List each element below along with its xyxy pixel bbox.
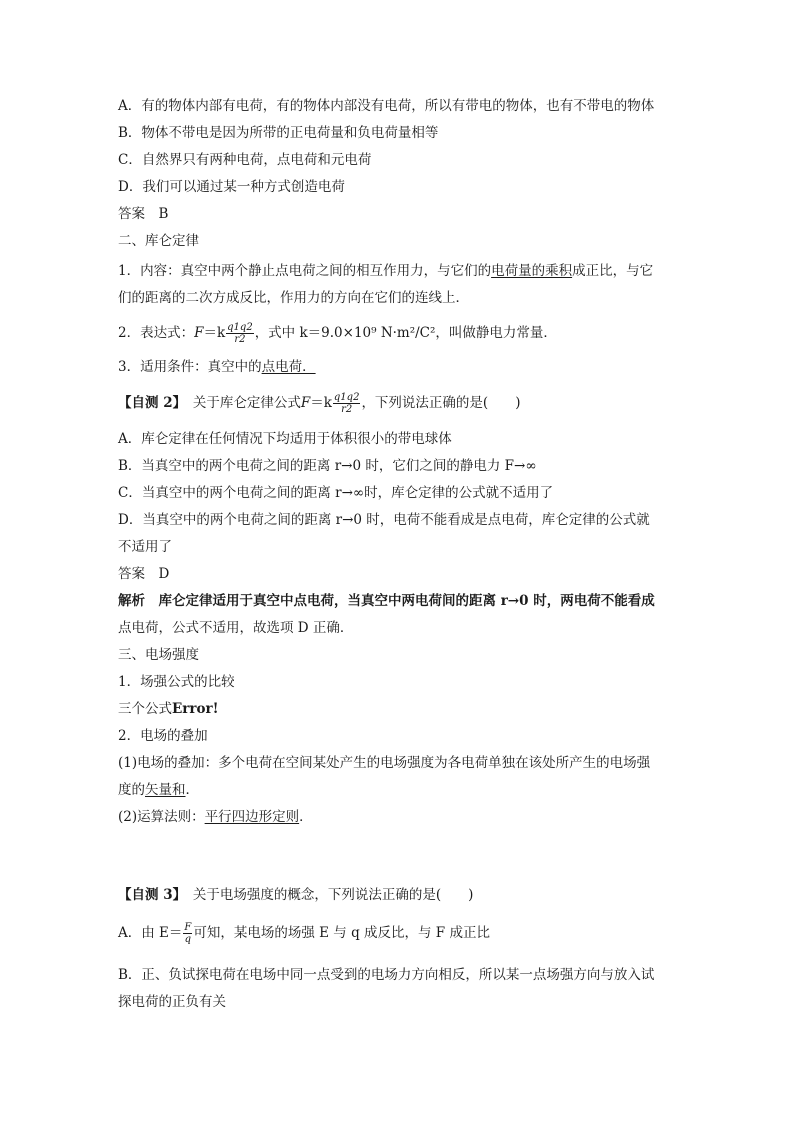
section-3-heading: 三、电场强度 [118, 647, 199, 663]
s3-item1: 1．场强公式的比较 [118, 674, 235, 690]
q2-option-d-line1: D．当真空中的两个电荷之间的距离 r→0 时，电荷不能看成是点电荷，库仑定律的公式就 [118, 512, 650, 528]
s3-item1-sub [118, 700, 219, 718]
section-2-heading: 二、库仑定律 [118, 233, 199, 249]
q2-stem-pre: 关于库仑定律公式 [179, 395, 301, 411]
q2-option-c: C．当真空中的两个电荷之间的距离 r→∞时，库仑定律的公式就不适用了 [118, 485, 554, 501]
q1-option-a: A．有的物体内部有电荷，有的物体内部没有电荷，所以有带电的物体，也有不带电的物体 [118, 98, 655, 114]
expr-label: 2．表达式： [118, 325, 195, 341]
s3-sup-line2-pre: 度的 [118, 782, 145, 798]
q3-stem [118, 886, 473, 904]
q2-explanation-line2: 点电荷，公式不适用，故选项 D 正确． [118, 620, 354, 636]
q3-fraction [183, 922, 192, 945]
s3-rule-pre: (2)运算法则： [118, 809, 205, 825]
q3-option-a-pre: A．由 E＝ [118, 925, 183, 941]
condition-pre: 3．适用条件：真空中的 [118, 359, 262, 375]
s3-superposition-line1: (1)电场的叠加：多个电荷在空间某处产生的电场强度为各电荷单独在该处所产生的电场强 [118, 755, 651, 771]
q2-eq-k: ＝k [310, 395, 332, 411]
q2-answer: 答案 D [118, 566, 170, 582]
s3-sup-line2-post: ． [185, 782, 199, 798]
q1-option-c: C．自然界只有两种电荷，点电荷和元电荷 [118, 152, 372, 168]
q2-option-d-line2: 不适用了 [118, 539, 172, 555]
q3-option-a [118, 922, 490, 945]
q3-option-b-line2: 探电荷的正负有关 [118, 994, 226, 1010]
q1-option-b: B．物体不带电是因为所带的正电荷量和负电荷量相等 [118, 125, 439, 141]
q1-answer: 答案 B [118, 206, 169, 222]
coulomb-expression [118, 322, 557, 345]
q3-stem-text: 关于电场强度的概念，下列说法正确的是( ) [179, 887, 474, 903]
s3-rule [118, 808, 313, 826]
s3-rule-post: ． [299, 809, 313, 825]
q3-option-a-post: 可知，某电场的场强 E 与 q 成反比，与 F 成正比 [193, 925, 490, 941]
s3-item2: 2．电场的叠加 [118, 728, 208, 744]
q2-stem-post: ，下列说法正确的是( ) [361, 395, 521, 411]
expr-post: ，式中 k＝9.0×10⁹ N·m²/C²，叫做静电力常量． [254, 325, 557, 341]
q1-option-d: D．我们可以通过某一种方式创造电荷 [118, 179, 345, 195]
q2-explanation-line1: 解析 库仑定律适用于真空中点电荷，当真空中两电荷间的距离 r→0 时，两电荷不能看成 [118, 593, 655, 609]
s3-sup-line2-underline: 矢量和 [145, 782, 186, 798]
coulomb-content-line2: 们的距离的二次方成反比，作用力的方向在它们的连线上． [118, 290, 469, 306]
q3-tag: 【自测 3】 [118, 887, 180, 903]
s3-superposition-line2 [118, 781, 199, 799]
condition-underline: 点电荷． [261, 359, 316, 375]
q2-option-a: A．库仑定律在任何情况下均适用于体积很小的带电球体 [118, 431, 452, 447]
expr-f: F [194, 325, 204, 341]
expr-numerator: q1q2 [227, 322, 253, 333]
s3-rule-underline: 平行四边形定则 [204, 809, 300, 825]
coulomb-content-underline: 电荷量的乘积 [491, 263, 573, 279]
q2-stem [118, 392, 520, 415]
q2-f: F [300, 395, 311, 411]
q2-numerator: q1q2 [333, 392, 360, 403]
s3-item1-sub-pre: 三个公式 [118, 701, 172, 717]
coulomb-content-post: 成正比，与它 [572, 263, 654, 279]
q3-numerator: F [184, 922, 192, 933]
expr-eq-k: ＝k [203, 325, 226, 341]
q3-option-b-line1: B．正、负试探电荷在电场中同一点受到的电场力方向相反，所以某一点场强方向与放入试 [118, 967, 655, 983]
q2-option-b: B．当真空中的两个电荷之间的距离 r→0 时，它们之间的静电力 F→∞ [118, 458, 537, 474]
coulomb-content-pre: 1．内容：真空中两个静止点电荷之间的相互作用力，与它们的 [118, 263, 492, 279]
q2-fraction [333, 392, 361, 415]
expr-denominator: r2 [234, 334, 246, 345]
expr-fraction [226, 322, 254, 345]
coulomb-content [118, 262, 653, 280]
q3-denominator: q [184, 934, 192, 945]
s3-error-text: Error! [172, 701, 219, 717]
q2-tag: 【自测 2】 [118, 395, 180, 411]
coulomb-condition [118, 358, 316, 376]
q2-denominator: r2 [341, 404, 353, 415]
